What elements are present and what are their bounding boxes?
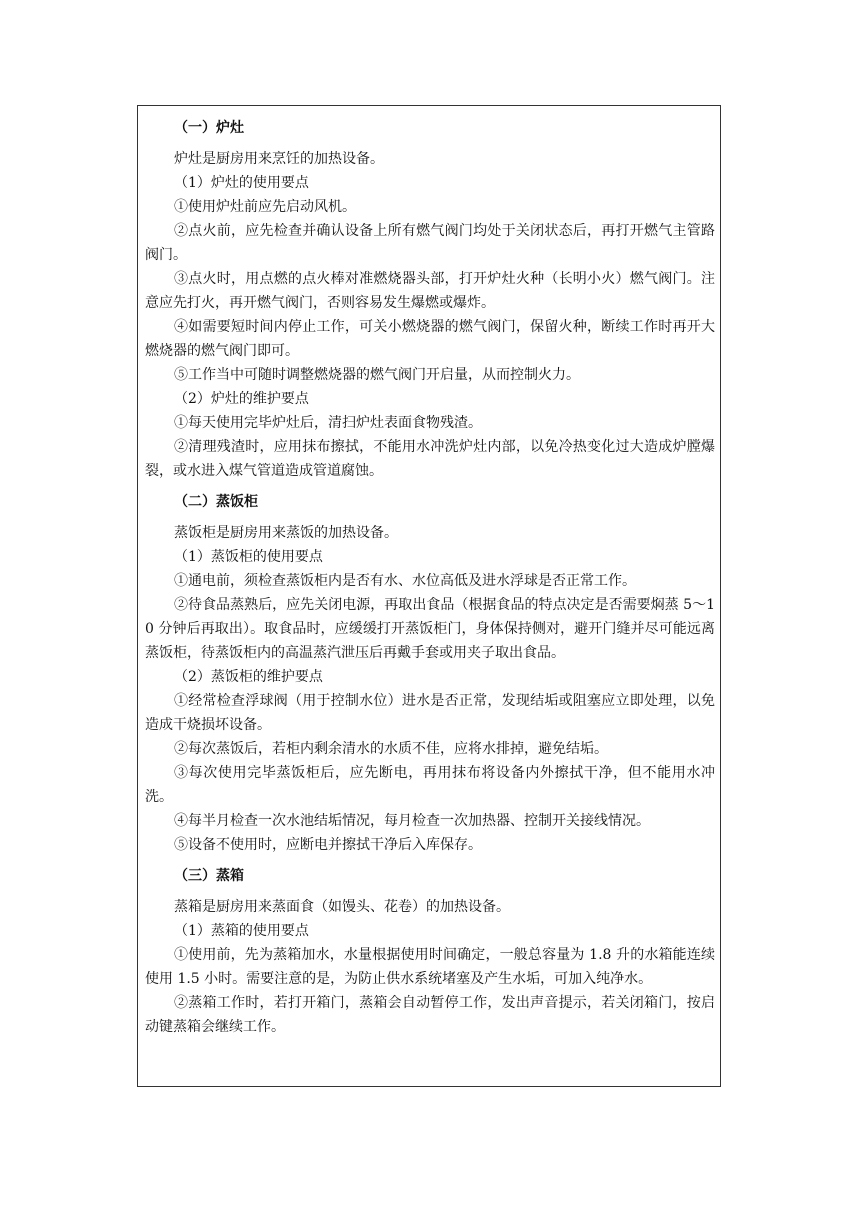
paragraph: ②每次蒸饭后，若柜内剩余清水的水质不佳，应将水排掉，避免结垢。	[174, 741, 608, 757]
paragraph: ②清理残渣时，应用抹布擦拭，不能用水冲洗炉灶内部，以免冷热变化过大造成炉膛爆裂，或水进入煤气管道造成管道腐蚀。	[145, 439, 715, 479]
paragraph: 炉灶是厨房用来烹饪的加热设备。	[174, 151, 384, 167]
document-frame	[137, 105, 721, 1087]
section-rice-steamer	[145, 490, 715, 857]
paragraph: （1）蒸饭柜的使用要点	[174, 549, 323, 565]
paragraph: （2）炉灶的维护要点	[174, 391, 309, 407]
paragraph: （2）蒸饭柜的维护要点	[174, 669, 323, 685]
paragraph: 蒸箱是厨房用来蒸面食（如馒头、花卷）的加热设备。	[174, 899, 510, 915]
paragraph: ①使用炉灶前应先启动风机。	[174, 199, 356, 215]
paragraph: ②待食品蒸熟后，应先关闭电源，再取出食品（根据食品的特点决定是否需要焖蒸 5～10 分钟后再取出）。取食品时，应缓缓打开蒸饭柜门，身体保持侧对，避开门缝并尽可能远离蒸饭柜，待蒸饭柜内的高温蒸汽泄压后再戴手套或用夹子取出食品。	[145, 597, 715, 661]
paragraph: ①每天使用完毕炉灶后，清扫炉灶表面食物残渣。	[174, 415, 482, 431]
paragraph: （1）炉灶的使用要点	[174, 175, 309, 191]
document-content	[145, 116, 715, 1046]
section-heading: （一）炉灶	[174, 120, 244, 136]
section-heading: （二）蒸饭柜	[174, 494, 258, 510]
paragraph: ④如需要短时间内停止工作，可关小燃烧器的燃气阀门，保留火种，断续工作时再开大燃烧器的燃气阀门即可。	[145, 319, 715, 359]
paragraph: ③每次使用完毕蒸饭柜后，应先断电，再用抹布将设备内外擦拭干净，但不能用水冲洗。	[145, 765, 715, 805]
paragraph: ①经常检查浮球阀（用于控制水位）进水是否正常，发现结垢或阻塞应立即处理，以免造成干烧损坏设备。	[145, 693, 715, 733]
paragraph: ④每半月检查一次水池结垢情况，每月检查一次加热器、控制开关接线情况。	[174, 813, 650, 829]
paragraph: ②点火前，应先检查并确认设备上所有燃气阀门均处于关闭状态后，再打开燃气主管路阀门。	[145, 223, 715, 263]
paragraph: ⑤工作当中可随时调整燃烧器的燃气阀门开启量，从而控制火力。	[174, 367, 580, 383]
paragraph: ⑤设备不使用时，应断电并擦拭干净后入库保存。	[174, 837, 482, 853]
paragraph: ①使用前，先为蒸箱加水，水量根据使用时间确定，一般总容量为 1.8 升的水箱能连续使用 1.5 小时。需要注意的是，为防止供水系统堵塞及产生水垢，可加入纯净水。	[145, 947, 715, 987]
section-heading: （三）蒸箱	[174, 868, 244, 884]
paragraph: ②蒸箱工作时，若打开箱门，蒸箱会自动暂停工作，发出声音提示，若关闭箱门，按启动键蒸箱会继续工作。	[145, 995, 715, 1035]
paragraph: 蒸饭柜是厨房用来蒸饭的加热设备。	[174, 525, 398, 541]
section-stove	[145, 116, 715, 483]
paragraph: （1）蒸箱的使用要点	[174, 923, 309, 939]
paragraph: ③点火时，用点燃的点火棒对准燃烧器头部，打开炉灶火种（长明小火）燃气阀门。注意应先打火，再开燃气阀门，否则容易发生爆燃或爆炸。	[145, 271, 715, 311]
section-steam-box	[145, 864, 715, 1039]
paragraph: ①通电前，须检查蒸饭柜内是否有水、水位高低及进水浮球是否正常工作。	[174, 573, 636, 589]
